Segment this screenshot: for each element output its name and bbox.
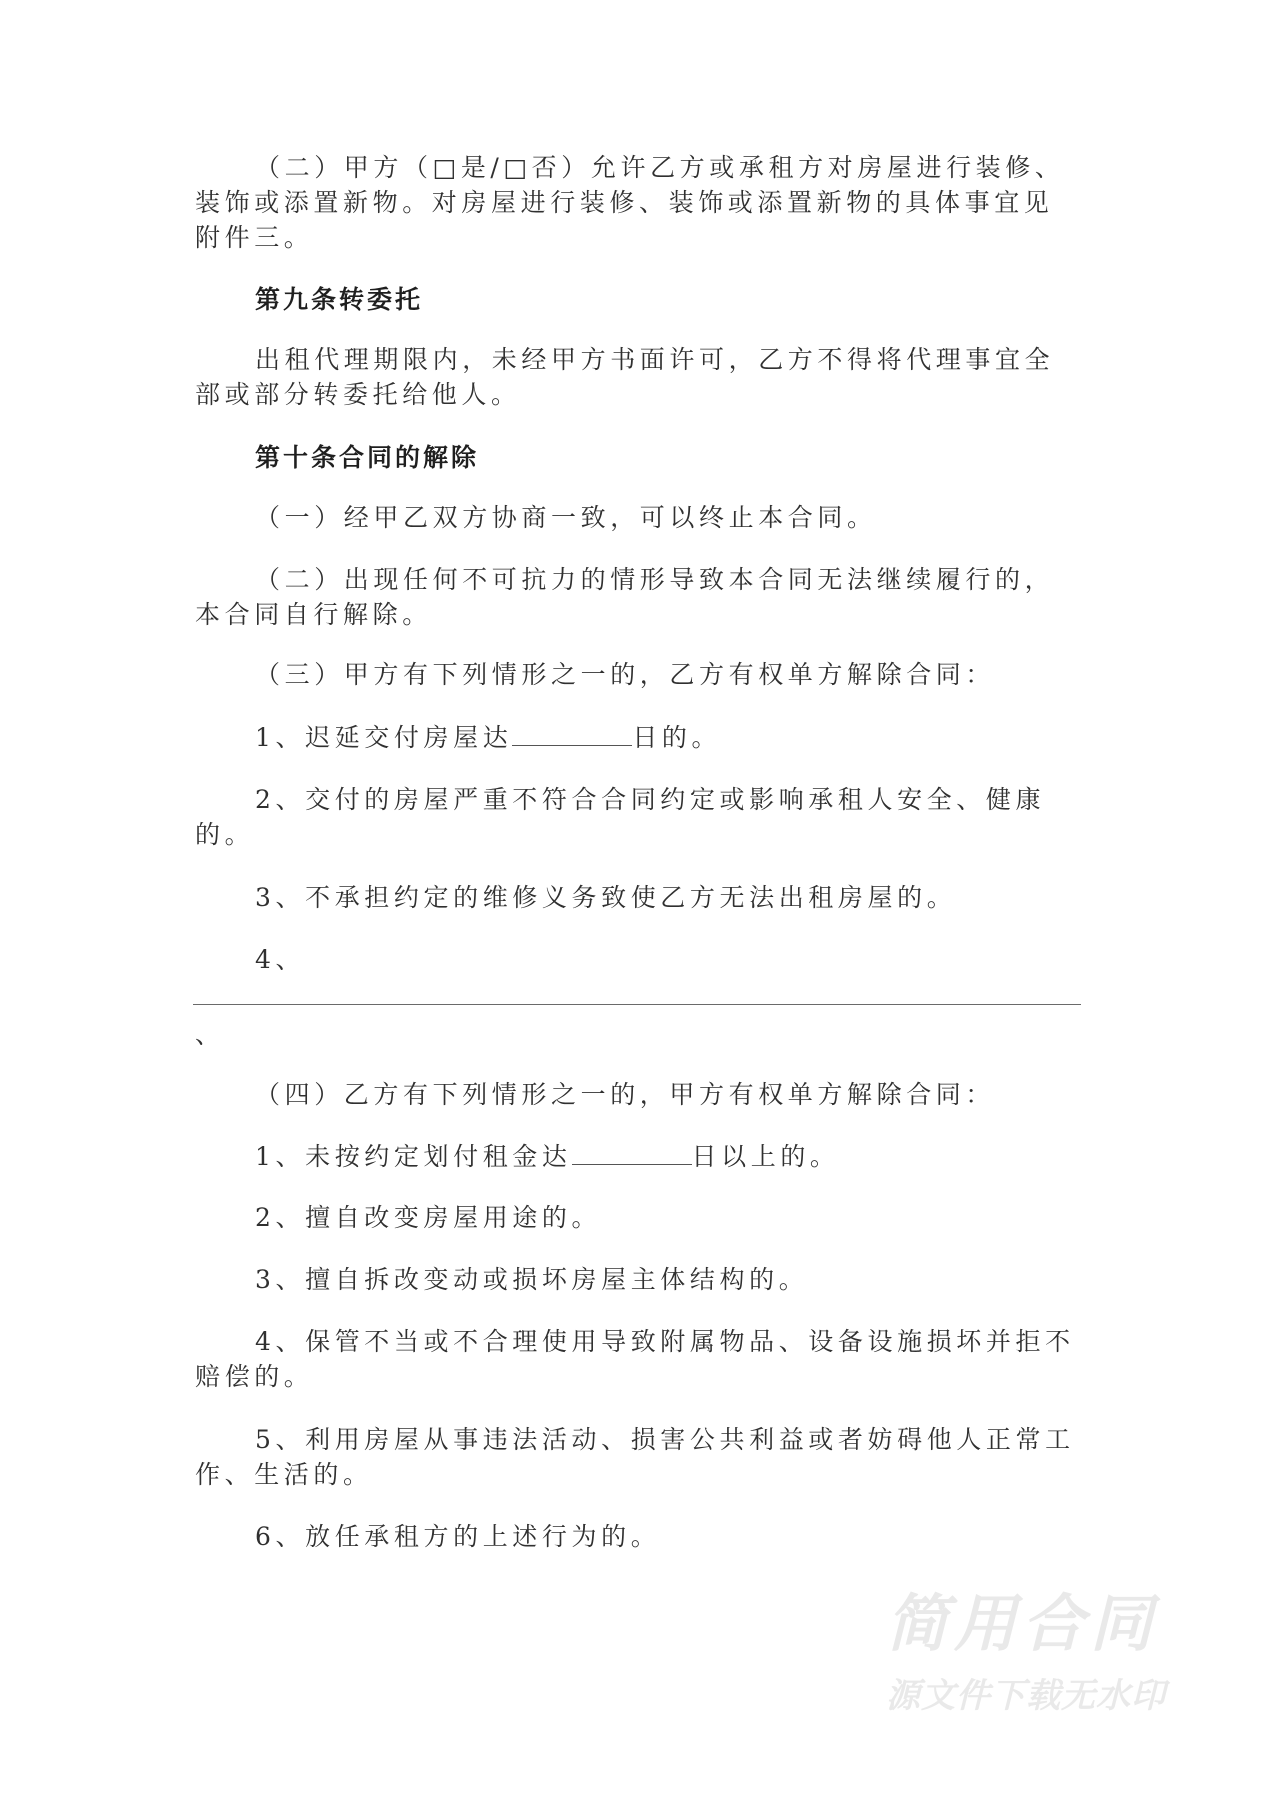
fill-in-blank-days bbox=[512, 721, 632, 746]
fill-in-blank-days bbox=[572, 1140, 692, 1165]
clause10-item4-sub2: 2、擅自改变房屋用途的。 bbox=[255, 1203, 602, 1232]
clause10-item3-sub1-prefix: 1、迟延交付房屋达 bbox=[255, 723, 513, 752]
watermark-tagline: 源文件下载无水印 bbox=[886, 1676, 1166, 1716]
clause10-item3-sub2-line2: 的。 bbox=[195, 820, 255, 849]
clause10-item3-sub1 bbox=[255, 721, 721, 755]
clause10-item4-sub4-line2: 赔偿的。 bbox=[195, 1362, 314, 1391]
clause10-item3-sub3: 3、不承担约定的维修义务致使乙方无法出租房屋的。 bbox=[255, 883, 957, 912]
clause10-item4-sub1-prefix: 1、未按约定划付租金达 bbox=[255, 1142, 572, 1171]
clause10-item3-sub4-prefix: 4、 bbox=[255, 945, 306, 974]
clause10-item4-sub1-suffix: 日以上的。 bbox=[691, 1142, 840, 1171]
clause10-heading: 第十条合同的解除 bbox=[255, 443, 480, 472]
watermark-brand: 简用合同 bbox=[886, 1587, 1159, 1660]
clause10-item4-sub6: 6、放任承租方的上述行为的。 bbox=[255, 1522, 661, 1551]
clause10-item4-sub1 bbox=[255, 1140, 840, 1174]
clause10-item4-intro: （四）乙方有下列情形之一的，甲方有权单方解除合同： bbox=[255, 1080, 996, 1109]
clause10-item2-line2: 本合同自行解除。 bbox=[195, 600, 432, 629]
clause8-item2-line2: 装饰或添置新物。对房屋进行装修、装饰或添置新物的具体事宜见 bbox=[195, 188, 1054, 217]
clause10-item4-sub5-line1: 5、利用房屋从事违法活动、损害公共利益或者妨碍他人正常工 bbox=[255, 1425, 1075, 1454]
clause8-item2-line3: 附件三。 bbox=[195, 223, 314, 252]
clause10-item3-intro: （三）甲方有下列情形之一的，乙方有权单方解除合同： bbox=[255, 660, 996, 689]
clause8-item2-line1: （二）甲方（□是/□否）允许乙方或承租方对房屋进行装修、 bbox=[255, 153, 1065, 182]
clause9-line1: 出租代理期限内，未经甲方书面许可，乙方不得将代理事宜全 bbox=[255, 345, 1055, 374]
clause10-item4-sub4-line1: 4、保管不当或不合理使用导致附属物品、设备设施损坏并拒不 bbox=[255, 1327, 1075, 1356]
clause9-line2: 部或部分转委托给他人。 bbox=[195, 380, 521, 409]
clause10-item1: （一）经甲乙双方协商一致，可以终止本合同。 bbox=[255, 503, 877, 532]
fill-in-line-rule bbox=[193, 1004, 1081, 1005]
clause10-item4-sub3: 3、擅自拆改变动或损坏房屋主体结构的。 bbox=[255, 1265, 809, 1294]
clause10-item2-line1: （二）出现任何不可抗力的情形导致本合同无法继续履行的， bbox=[255, 565, 1055, 594]
clause10-item4-sub5-line2: 作、生活的。 bbox=[195, 1460, 373, 1489]
clause10-item3-sub2-line1: 2、交付的房屋严重不符合合同约定或影响承租人安全、健康 bbox=[255, 785, 1046, 814]
clause9-heading: 第九条转委托 bbox=[255, 285, 424, 314]
clause10-item3-sub1-suffix: 日的。 bbox=[632, 723, 722, 752]
clause10-item3-sub4-tail: 、 bbox=[195, 1020, 225, 1049]
